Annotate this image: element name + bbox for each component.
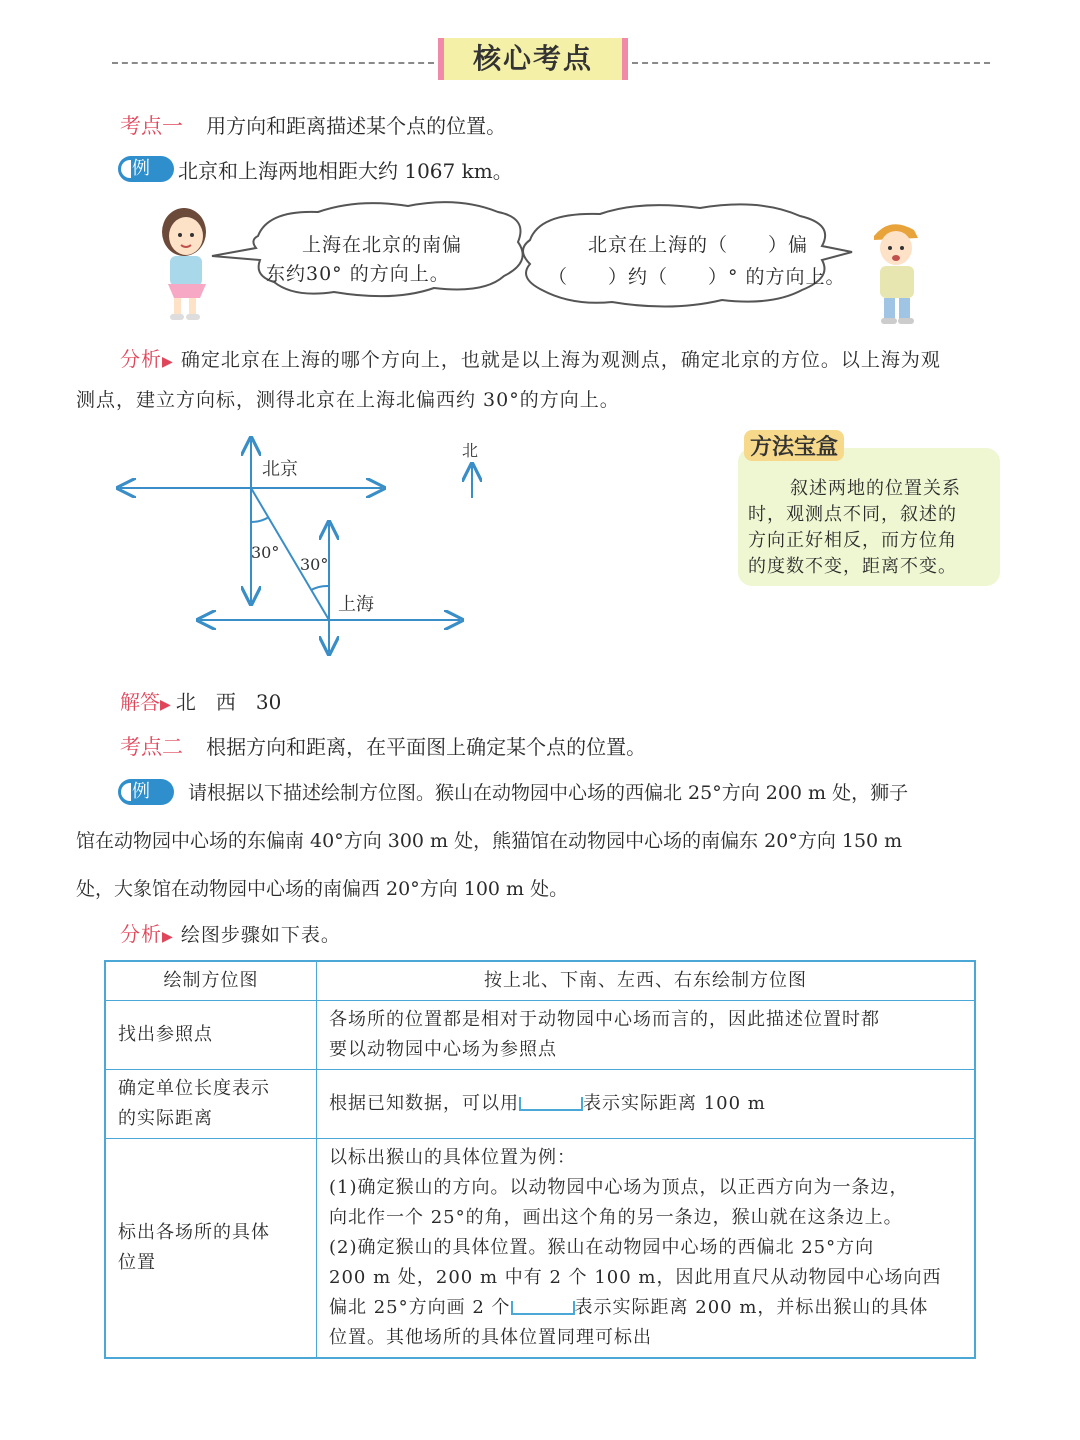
example-badge-2: 例 xyxy=(118,779,174,805)
method-line2: 时，观测点不同，叙述的 xyxy=(748,504,957,525)
label-beijing: 北京 xyxy=(262,459,298,480)
cell-line: 向北作一个 25°的角，画出这个角的另一条边，猴山就在这条边上。 xyxy=(329,1207,903,1228)
girl-figure-icon xyxy=(162,208,206,320)
label-north: 北 xyxy=(462,441,479,460)
bubble-right-line1: 北京在上海的（ ）偏 xyxy=(588,234,809,256)
cell-line: 要以动物园中心场为参照点 xyxy=(329,1039,557,1060)
cell-text: 表示实际距离 100 m xyxy=(583,1093,766,1114)
bubble-left-line1: 上海在北京的南偏 xyxy=(302,234,463,256)
angle-label-2: 30° xyxy=(300,555,329,574)
kaodian2-text: 根据方向和距离，在平面图上确定某个点的位置。 xyxy=(206,735,647,759)
analysis-2-text: 绘图步骤如下表。 xyxy=(180,924,341,946)
method-line1: 叙述两地的位置关系 xyxy=(790,478,961,499)
bubble-left-line2: 东约30° 的方向上。 xyxy=(266,263,450,285)
answer-text: 北 西 30 xyxy=(175,690,282,714)
table-cell xyxy=(317,1001,976,1070)
example-badge-1: 例 xyxy=(118,156,174,182)
table-cell xyxy=(105,1070,317,1139)
cell-text: 表示实际距离 200 m，并标出猴山的具体 xyxy=(574,1297,929,1318)
method-line3: 方向正好相反，而方位角 xyxy=(748,530,957,551)
example2-line2: 馆在动物园中心场的东偏南 40°方向 300 m 处，熊猫馆在动物园中心场的南偏东 20°方向 150 m xyxy=(76,830,903,852)
analysis-1-label: 分析 xyxy=(120,347,162,371)
cell-line xyxy=(329,1293,962,1323)
table-row xyxy=(105,1001,975,1070)
cell-line: 标出各场所的具体 xyxy=(118,1222,270,1243)
unit-segment-icon xyxy=(519,1097,583,1111)
cell-line: (1)确定猴山的方向。以动物园中心场为顶点，以正西方向为一条边， xyxy=(329,1177,909,1198)
analysis-2-label: 分析 xyxy=(120,922,162,946)
analysis-1-line2: 测点，建立方向标，测得北京在上海北偏西约 30°的方向上。 xyxy=(76,389,620,411)
table-cell xyxy=(105,1139,317,1359)
header-rule-left xyxy=(112,62,434,64)
boy-figure-icon xyxy=(874,224,918,324)
direction-diagram xyxy=(110,430,490,660)
kaodian1-label: 考点一 xyxy=(120,114,183,138)
cell-text: 偏北 25°方向画 2 个 xyxy=(329,1297,511,1318)
table-row xyxy=(105,1070,975,1139)
example2-line1: 请根据以下描述绘制方位图。猴山在动物园中心场的西偏北 25°方向 200 m 处，狮子 xyxy=(188,782,909,804)
cell-line: 200 m 处，200 m 中有 2 个 100 m，因此用直尺从动物园中心场向西 xyxy=(329,1267,942,1288)
cell-text: 根据已知数据，可以用 xyxy=(329,1093,519,1114)
method-box-title: 方法宝盒 xyxy=(744,430,844,461)
answer-label: 解答 xyxy=(120,690,160,714)
analysis-1-line1 xyxy=(120,343,941,372)
table-row xyxy=(105,961,975,1001)
table-cell xyxy=(317,1139,976,1359)
kaodian1-row xyxy=(120,110,506,140)
cell-line: 确定单位长度表示 xyxy=(118,1078,270,1099)
page-title: 核心考点 xyxy=(438,38,628,80)
cell-line: 位置。其他场所的具体位置同理可标出 xyxy=(329,1327,652,1348)
analysis-1-text: 确定北京在上海的哪个方向上，也就是以上海为观测点，确定北京的方位。以上海为观 xyxy=(180,349,941,371)
example2-line3: 处，大象馆在动物园中心场的南偏西 20°方向 100 m 处。 xyxy=(76,878,569,900)
triangle-icon: ▶ xyxy=(162,929,174,945)
table-cell: 按上北、下南、左西、右东绘制方位图 xyxy=(317,961,976,1001)
angle-label-1: 30° xyxy=(251,543,280,562)
cell-line: (2)确定猴山的具体位置。猴山在动物园中心场的西偏北 25°方向 xyxy=(329,1237,875,1258)
answer-row xyxy=(120,686,281,715)
cell-line: 的实际距离 xyxy=(118,1108,213,1129)
table-cell xyxy=(317,1070,976,1139)
table-row xyxy=(105,1139,975,1359)
header-rule-right xyxy=(632,62,990,64)
table-cell: 绘制方位图 xyxy=(105,961,317,1001)
table-cell: 找出参照点 xyxy=(105,1001,317,1070)
unit-segment-icon xyxy=(511,1301,575,1315)
analysis-2-row xyxy=(120,918,341,947)
method-line4: 的度数不变，距离不变。 xyxy=(748,556,957,577)
kaodian2-row xyxy=(120,731,646,761)
triangle-icon: ▶ xyxy=(160,697,171,713)
triangle-icon: ▶ xyxy=(162,354,174,370)
bubble-right-line2: （ ）约（ ）° 的方向上。 xyxy=(548,266,846,288)
kaodian1-text: 用方向和距离描述某个点的位置。 xyxy=(206,114,507,138)
label-shanghai: 上海 xyxy=(338,594,374,615)
kaodian2-label: 考点二 xyxy=(120,735,183,759)
example-text-1: 北京和上海两地相距大约 1067 km。 xyxy=(178,159,513,183)
cell-line: 位置 xyxy=(118,1252,156,1273)
cell-line: 各场所的位置都是相对于动物园中心场而言的，因此描述位置时都 xyxy=(329,1009,880,1030)
steps-table xyxy=(104,960,976,1359)
cell-line: 以标出猴山的具体位置为例： xyxy=(329,1147,576,1168)
